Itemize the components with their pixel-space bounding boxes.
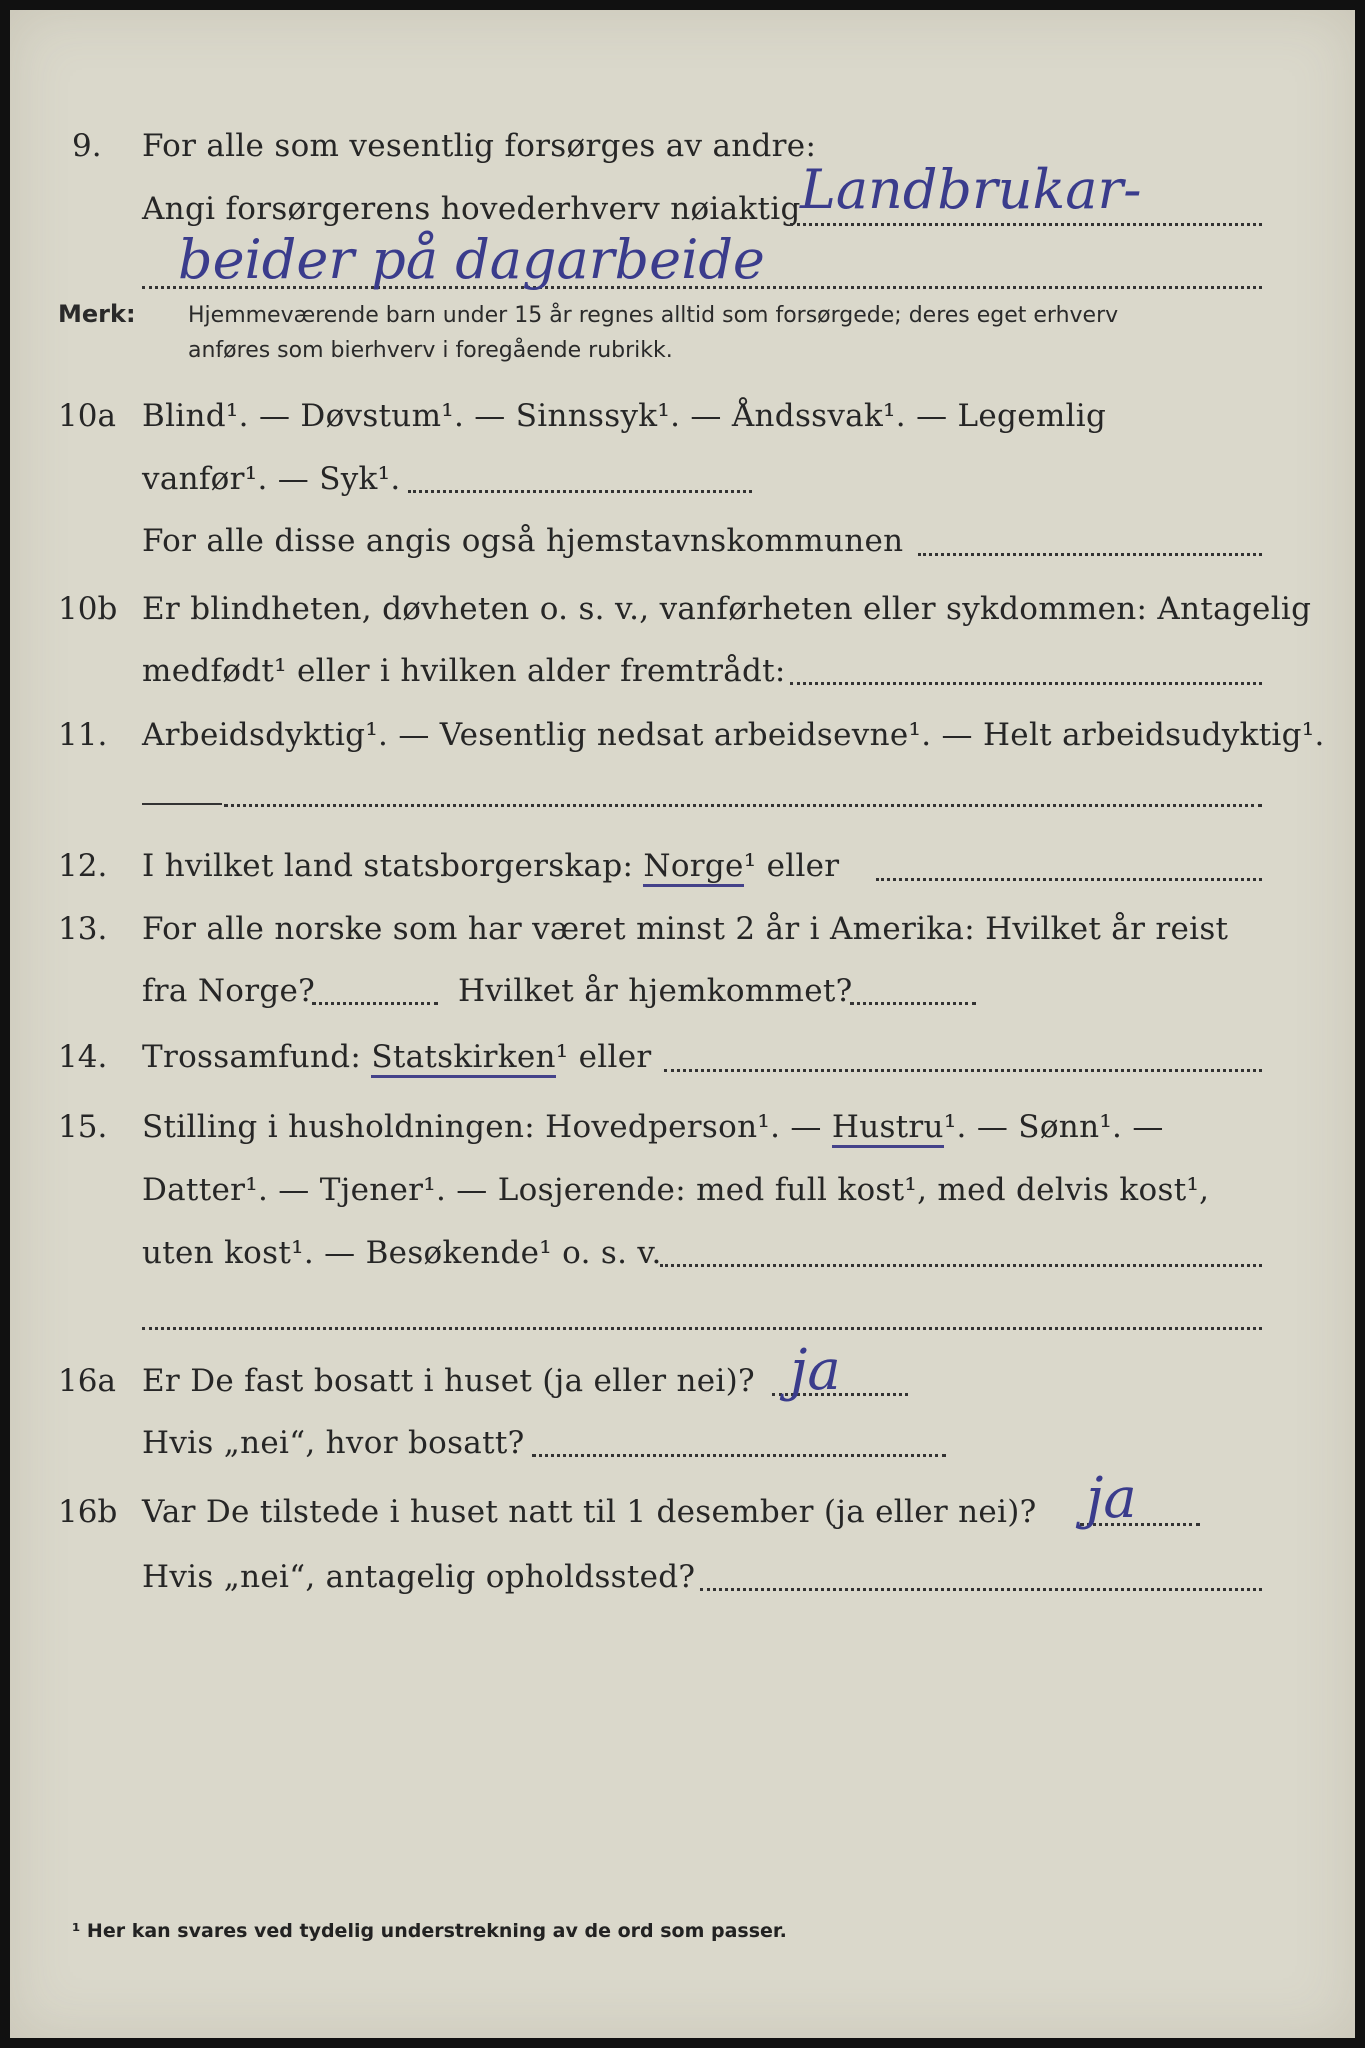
q13-number: 13. [58, 911, 108, 947]
q10a-hjemstavn-line [918, 553, 1262, 556]
q11-underline-mark [142, 803, 222, 805]
q10b-line1: Er blindheten, døvheten o. s. v., vanførheten eller sykdommen: Antagelig [142, 591, 1312, 627]
q13-line2a: fra Norge? [142, 973, 316, 1009]
q9-line1: For alle som vesentlig forsørges av andre: [142, 128, 817, 164]
q13-line2b: Hvilket år hjemkommet? [458, 973, 853, 1009]
q9-handwritten-answer-1: Landbrukar- [800, 158, 1142, 221]
q9-answer-line-1 [790, 223, 1262, 226]
q15-line3: uten kost¹. — Besøkende¹ o. s. v. [142, 1235, 662, 1271]
q11-line1: Arbeidsdyktig¹. — Vesentlig nedsat arbeidsevne¹. — Helt arbeidsudyktig¹. [142, 717, 1325, 753]
q9-handwritten-answer-2: beider på dagarbeide [178, 228, 765, 291]
merk-line1: Hjemmeværende barn under 15 år regnes alltid som forsørgede; deres eget erhverv [188, 303, 1119, 328]
q13-line1: For alle norske som har været minst 2 år i Amerika: Hvilket år reist [142, 911, 1229, 947]
q16a-line1: Er De fast bosatt i huset (ja eller nei)? [142, 1363, 755, 1399]
q14-number: 14. [58, 1039, 108, 1075]
q9-number: 9. [72, 128, 102, 164]
q12-number: 12. [58, 848, 108, 884]
q14-line [142, 1038, 652, 1076]
q15-line1 [142, 1108, 1164, 1146]
merk-label: Merk: [58, 300, 136, 328]
q12-answer-line [876, 878, 1262, 881]
q14-answer-line [664, 1069, 1262, 1072]
merk-line2: anføres som bierhverv i foregående rubrikk. [188, 338, 673, 363]
q10b-line2: medfødt¹ eller i hvilken alder fremtrådt: [142, 653, 786, 689]
q10a-line3: For alle disse angis også hjemstavnskommunen [142, 523, 904, 559]
q12-line [142, 847, 839, 885]
q13-reist-line [312, 1002, 438, 1005]
footnote: ¹ Her kan svares ved tydelig understrekning av de ord som passer. [72, 1920, 787, 1942]
q10b-number: 10b [58, 591, 118, 627]
q9-line2: Angi forsørgerens hovederhverv nøiaktig [142, 191, 801, 227]
q10a-line2: vanfør¹. — Syk¹. [142, 461, 401, 497]
q16a-number: 16a [58, 1363, 116, 1399]
q12-norge: Norge [643, 848, 743, 887]
q11-answer-line [224, 804, 1262, 807]
q16a-bosatt-line [532, 1454, 946, 1457]
q14-suffix: ¹ eller [555, 1039, 652, 1075]
q12-suffix: ¹ eller [743, 848, 840, 884]
q15-hustru: Hustru [832, 1109, 944, 1148]
q13-hjemkommet-line [850, 1002, 976, 1005]
q12-prefix: I hvilket land statsborgerskap: [142, 848, 634, 884]
q16b-line1: Var De tilstede i huset natt til 1 desember (ja eller nei)? [142, 1494, 1037, 1530]
q14-statskirken: Statskirken [371, 1039, 555, 1078]
q10b-answer-line [790, 682, 1262, 685]
q16b-number: 16b [58, 1494, 118, 1530]
q14-prefix: Trossamfund: [142, 1039, 362, 1075]
q15-answer-line-1 [660, 1264, 1262, 1267]
q10a-line1: Blind¹. — Døvstum¹. — Sinnssyk¹. — Åndssvak¹. — Legemlig [142, 398, 1107, 434]
q10a-number: 10a [58, 398, 116, 434]
q15-line1-prefix: Stilling i husholdningen: Hovedperson¹. — [142, 1109, 822, 1145]
q11-number: 11. [58, 717, 108, 753]
q16a-line2: Hvis „nei“, hvor bosatt? [142, 1425, 525, 1461]
q15-line2: Datter¹. — Tjener¹. — Losjerende: med full kost¹, med delvis kost¹, [142, 1172, 1210, 1208]
q16a-handwritten-answer: ja [790, 1338, 841, 1403]
q15-line1-suffix: ¹. — Sønn¹. — [943, 1109, 1164, 1145]
q16b-opholdssted-line [700, 1588, 1262, 1591]
q16b-line2: Hvis „nei“, antagelig opholdssted? [142, 1559, 696, 1595]
q15-answer-line-2 [142, 1327, 1262, 1330]
q10a-syk-line [408, 490, 752, 493]
q16b-handwritten-answer: ja [1086, 1466, 1137, 1531]
q15-number: 15. [58, 1109, 108, 1145]
